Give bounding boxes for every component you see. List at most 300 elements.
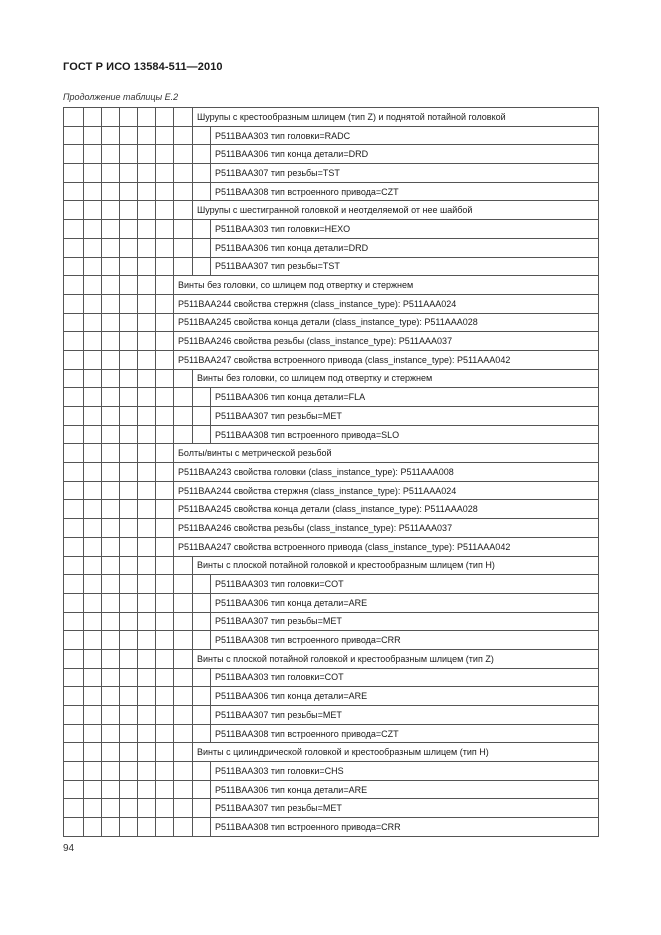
table-row <box>64 706 599 725</box>
empty-cell <box>102 575 120 594</box>
table-row <box>64 799 599 818</box>
empty-cell <box>84 612 102 631</box>
empty-cell <box>138 201 156 220</box>
table-row <box>64 631 599 650</box>
empty-cell <box>156 818 174 837</box>
empty-cell <box>156 668 174 687</box>
table-row <box>64 519 599 538</box>
empty-cell <box>174 108 193 127</box>
empty-cell <box>120 631 138 650</box>
empty-cell <box>156 593 174 612</box>
empty-cell <box>156 463 174 482</box>
empty-cell <box>120 519 138 538</box>
empty-cell <box>138 593 156 612</box>
table-row <box>64 724 599 743</box>
empty-cell <box>102 687 120 706</box>
empty-cell <box>120 126 138 145</box>
empty-cell <box>64 463 84 482</box>
empty-cell <box>174 126 193 145</box>
empty-cell <box>64 500 84 519</box>
empty-cell <box>84 593 102 612</box>
empty-cell <box>64 818 84 837</box>
empty-cell <box>174 407 193 426</box>
empty-cell <box>156 780 174 799</box>
empty-cell <box>156 612 174 631</box>
class-description-cell: Винты без головки, со шлицем под отвертку и стержнем <box>193 369 599 388</box>
class-description-cell: P511BAA244 свойства стержня (class_instance_type): P511AAA024 <box>174 294 599 313</box>
empty-cell <box>84 350 102 369</box>
hierarchy-table <box>63 107 599 837</box>
empty-cell <box>174 818 193 837</box>
empty-cell <box>120 481 138 500</box>
empty-cell <box>120 220 138 239</box>
empty-cell <box>64 575 84 594</box>
empty-cell <box>64 425 84 444</box>
empty-cell <box>138 108 156 127</box>
empty-cell <box>64 313 84 332</box>
class-description-cell: Винты с плоской потайной головкой и крестообразным шлицем (тип Z) <box>193 649 599 668</box>
empty-cell <box>102 220 120 239</box>
empty-cell <box>64 799 84 818</box>
empty-cell <box>174 649 193 668</box>
empty-cell <box>138 313 156 332</box>
empty-cell <box>120 294 138 313</box>
empty-cell <box>102 724 120 743</box>
empty-cell <box>138 350 156 369</box>
empty-cell <box>84 257 102 276</box>
empty-cell <box>156 220 174 239</box>
empty-cell <box>64 164 84 183</box>
empty-cell <box>120 332 138 351</box>
table-row <box>64 350 599 369</box>
empty-cell <box>84 313 102 332</box>
empty-cell <box>138 612 156 631</box>
empty-cell <box>120 724 138 743</box>
empty-cell <box>193 220 211 239</box>
property-value-cell: P511BAA307 тип резьбы=TST <box>211 164 599 183</box>
empty-cell <box>193 799 211 818</box>
empty-cell <box>193 724 211 743</box>
empty-cell <box>138 818 156 837</box>
empty-cell <box>138 762 156 781</box>
empty-cell <box>120 593 138 612</box>
table-row <box>64 687 599 706</box>
empty-cell <box>120 350 138 369</box>
empty-cell <box>84 631 102 650</box>
empty-cell <box>156 743 174 762</box>
empty-cell <box>64 220 84 239</box>
table-row <box>64 463 599 482</box>
empty-cell <box>64 257 84 276</box>
table-row <box>64 762 599 781</box>
empty-cell <box>64 706 84 725</box>
empty-cell <box>120 257 138 276</box>
empty-cell <box>138 425 156 444</box>
empty-cell <box>138 407 156 426</box>
empty-cell <box>84 201 102 220</box>
empty-cell <box>64 724 84 743</box>
property-value-cell: P511BAA307 тип резьбы=MET <box>211 612 599 631</box>
empty-cell <box>156 369 174 388</box>
empty-cell <box>174 257 193 276</box>
empty-cell <box>64 145 84 164</box>
empty-cell <box>84 276 102 295</box>
empty-cell <box>193 593 211 612</box>
empty-cell <box>84 687 102 706</box>
empty-cell <box>120 762 138 781</box>
empty-cell <box>64 556 84 575</box>
empty-cell <box>156 313 174 332</box>
empty-cell <box>102 313 120 332</box>
empty-cell <box>120 706 138 725</box>
empty-cell <box>193 687 211 706</box>
empty-cell <box>138 220 156 239</box>
empty-cell <box>156 294 174 313</box>
empty-cell <box>156 201 174 220</box>
empty-cell <box>193 407 211 426</box>
empty-cell <box>193 762 211 781</box>
table-row <box>64 182 599 201</box>
empty-cell <box>64 388 84 407</box>
empty-cell <box>120 780 138 799</box>
empty-cell <box>120 145 138 164</box>
empty-cell <box>156 238 174 257</box>
table-row <box>64 220 599 239</box>
empty-cell <box>193 631 211 650</box>
empty-cell <box>84 519 102 538</box>
empty-cell <box>120 369 138 388</box>
empty-cell <box>102 201 120 220</box>
empty-cell <box>120 799 138 818</box>
empty-cell <box>84 762 102 781</box>
empty-cell <box>156 126 174 145</box>
empty-cell <box>174 612 193 631</box>
table-row <box>64 537 599 556</box>
empty-cell <box>156 631 174 650</box>
property-value-cell: P511BAA306 тип конца детали=FLA <box>211 388 599 407</box>
empty-cell <box>102 407 120 426</box>
property-value-cell: P511BAA307 тип резьбы=MET <box>211 706 599 725</box>
empty-cell <box>102 164 120 183</box>
empty-cell <box>64 519 84 538</box>
empty-cell <box>174 631 193 650</box>
empty-cell <box>193 257 211 276</box>
empty-cell <box>84 743 102 762</box>
empty-cell <box>138 276 156 295</box>
empty-cell <box>64 593 84 612</box>
empty-cell <box>102 350 120 369</box>
empty-cell <box>102 425 120 444</box>
empty-cell <box>102 631 120 650</box>
empty-cell <box>120 818 138 837</box>
empty-cell <box>102 612 120 631</box>
empty-cell <box>102 780 120 799</box>
empty-cell <box>120 182 138 201</box>
table-row <box>64 575 599 594</box>
empty-cell <box>156 537 174 556</box>
table-row <box>64 145 599 164</box>
empty-cell <box>138 687 156 706</box>
empty-cell <box>156 332 174 351</box>
empty-cell <box>138 164 156 183</box>
empty-cell <box>193 425 211 444</box>
empty-cell <box>174 201 193 220</box>
table-row <box>64 649 599 668</box>
property-value-cell: P511BAA306 тип конца детали=ARE <box>211 593 599 612</box>
table-row <box>64 126 599 145</box>
class-description-cell: Винты с плоской потайной головкой и крестообразным шлицем (тип H) <box>193 556 599 575</box>
empty-cell <box>138 332 156 351</box>
empty-cell <box>64 294 84 313</box>
empty-cell <box>120 537 138 556</box>
empty-cell <box>64 631 84 650</box>
empty-cell <box>156 108 174 127</box>
empty-cell <box>138 444 156 463</box>
empty-cell <box>156 687 174 706</box>
empty-cell <box>156 425 174 444</box>
property-value-cell: P511BAA308 тип встроенного привода=CRR <box>211 631 599 650</box>
empty-cell <box>102 332 120 351</box>
empty-cell <box>84 463 102 482</box>
empty-cell <box>138 500 156 519</box>
empty-cell <box>64 481 84 500</box>
empty-cell <box>120 425 138 444</box>
empty-cell <box>174 145 193 164</box>
property-value-cell: P511BAA306 тип конца детали=DRD <box>211 238 599 257</box>
property-value-cell: P511BAA307 тип резьбы=MET <box>211 407 599 426</box>
empty-cell <box>174 238 193 257</box>
empty-cell <box>102 668 120 687</box>
page-number: 94 <box>63 843 75 854</box>
empty-cell <box>138 519 156 538</box>
empty-cell <box>193 612 211 631</box>
empty-cell <box>102 649 120 668</box>
empty-cell <box>102 108 120 127</box>
empty-cell <box>138 463 156 482</box>
empty-cell <box>120 407 138 426</box>
empty-cell <box>174 724 193 743</box>
empty-cell <box>64 668 84 687</box>
empty-cell <box>102 481 120 500</box>
empty-cell <box>156 500 174 519</box>
class-description-cell: P511BAA245 свойства конца детали (class_instance_type): P511AAA028 <box>174 500 599 519</box>
empty-cell <box>120 668 138 687</box>
empty-cell <box>64 108 84 127</box>
table-row <box>64 668 599 687</box>
table-row <box>64 444 599 463</box>
empty-cell <box>174 743 193 762</box>
table-row <box>64 369 599 388</box>
empty-cell <box>138 182 156 201</box>
empty-cell <box>84 668 102 687</box>
empty-cell <box>84 724 102 743</box>
empty-cell <box>120 313 138 332</box>
empty-cell <box>84 537 102 556</box>
empty-cell <box>102 799 120 818</box>
empty-cell <box>102 818 120 837</box>
empty-cell <box>84 444 102 463</box>
empty-cell <box>64 126 84 145</box>
empty-cell <box>174 668 193 687</box>
empty-cell <box>138 631 156 650</box>
table-row <box>64 238 599 257</box>
empty-cell <box>84 126 102 145</box>
table-row <box>64 164 599 183</box>
empty-cell <box>138 145 156 164</box>
empty-cell <box>138 649 156 668</box>
empty-cell <box>120 575 138 594</box>
empty-cell <box>138 706 156 725</box>
table-row <box>64 407 599 426</box>
empty-cell <box>64 612 84 631</box>
empty-cell <box>64 743 84 762</box>
empty-cell <box>138 369 156 388</box>
empty-cell <box>64 332 84 351</box>
empty-cell <box>102 500 120 519</box>
empty-cell <box>84 575 102 594</box>
empty-cell <box>138 126 156 145</box>
empty-cell <box>193 164 211 183</box>
empty-cell <box>193 780 211 799</box>
property-value-cell: P511BAA308 тип встроенного привода=CZT <box>211 724 599 743</box>
table-row <box>64 201 599 220</box>
property-value-cell: P511BAA306 тип конца детали=ARE <box>211 780 599 799</box>
empty-cell <box>156 519 174 538</box>
property-value-cell: P511BAA308 тип встроенного привода=SLO <box>211 425 599 444</box>
empty-cell <box>64 444 84 463</box>
empty-cell <box>120 276 138 295</box>
empty-cell <box>156 276 174 295</box>
class-description-cell: P511BAA244 свойства стержня (class_instance_type): P511AAA024 <box>174 481 599 500</box>
empty-cell <box>120 649 138 668</box>
empty-cell <box>193 818 211 837</box>
empty-cell <box>64 649 84 668</box>
empty-cell <box>174 687 193 706</box>
empty-cell <box>156 444 174 463</box>
empty-cell <box>174 369 193 388</box>
empty-cell <box>138 257 156 276</box>
empty-cell <box>84 799 102 818</box>
empty-cell <box>156 556 174 575</box>
empty-cell <box>193 126 211 145</box>
empty-cell <box>84 369 102 388</box>
empty-cell <box>120 556 138 575</box>
empty-cell <box>84 425 102 444</box>
empty-cell <box>84 407 102 426</box>
table-row <box>64 481 599 500</box>
empty-cell <box>156 257 174 276</box>
property-value-cell: P511BAA306 тип конца детали=DRD <box>211 145 599 164</box>
empty-cell <box>138 537 156 556</box>
class-description-cell: P511BAA247 свойства встроенного привода (class_instance_type): P511AAA042 <box>174 350 599 369</box>
empty-cell <box>102 762 120 781</box>
empty-cell <box>64 276 84 295</box>
empty-cell <box>84 238 102 257</box>
empty-cell <box>102 145 120 164</box>
empty-cell <box>64 537 84 556</box>
empty-cell <box>138 388 156 407</box>
empty-cell <box>138 743 156 762</box>
empty-cell <box>102 519 120 538</box>
empty-cell <box>174 593 193 612</box>
property-value-cell: P511BAA303 тип головки=RADC <box>211 126 599 145</box>
empty-cell <box>84 649 102 668</box>
empty-cell <box>156 481 174 500</box>
class-description-cell: Шурупы с шестигранной головкой и неотделяемой от нее шайбой <box>193 201 599 220</box>
empty-cell <box>156 407 174 426</box>
empty-cell <box>84 481 102 500</box>
empty-cell <box>156 164 174 183</box>
empty-cell <box>174 706 193 725</box>
empty-cell <box>64 238 84 257</box>
empty-cell <box>102 537 120 556</box>
empty-cell <box>138 294 156 313</box>
empty-cell <box>102 238 120 257</box>
empty-cell <box>84 388 102 407</box>
class-description-cell: Болты/винты с метрической резьбой <box>174 444 599 463</box>
empty-cell <box>156 350 174 369</box>
empty-cell <box>156 762 174 781</box>
empty-cell <box>193 575 211 594</box>
empty-cell <box>84 556 102 575</box>
empty-cell <box>193 668 211 687</box>
table-row <box>64 294 599 313</box>
empty-cell <box>156 575 174 594</box>
empty-cell <box>84 706 102 725</box>
empty-cell <box>84 145 102 164</box>
empty-cell <box>64 407 84 426</box>
table-body <box>64 108 599 837</box>
empty-cell <box>193 706 211 725</box>
table-row <box>64 425 599 444</box>
empty-cell <box>64 687 84 706</box>
empty-cell <box>102 126 120 145</box>
empty-cell <box>64 762 84 781</box>
empty-cell <box>84 220 102 239</box>
empty-cell <box>193 388 211 407</box>
class-description-cell: Винты с цилиндрической головкой и крестообразным шлицем (тип H) <box>193 743 599 762</box>
empty-cell <box>64 780 84 799</box>
table-row <box>64 818 599 837</box>
property-value-cell: P511BAA306 тип конца детали=ARE <box>211 687 599 706</box>
table-caption: Продолжение таблицы Е.2 <box>63 92 179 102</box>
empty-cell <box>174 388 193 407</box>
table-row <box>64 780 599 799</box>
empty-cell <box>138 238 156 257</box>
empty-cell <box>174 780 193 799</box>
empty-cell <box>64 201 84 220</box>
empty-cell <box>120 108 138 127</box>
empty-cell <box>193 145 211 164</box>
table-row <box>64 313 599 332</box>
empty-cell <box>138 668 156 687</box>
empty-cell <box>174 799 193 818</box>
empty-cell <box>174 762 193 781</box>
table-row <box>64 500 599 519</box>
document-header: ГОСТ Р ИСО 13584-511—2010 <box>63 61 223 73</box>
empty-cell <box>156 145 174 164</box>
property-value-cell: P511BAA308 тип встроенного привода=CRR <box>211 818 599 837</box>
empty-cell <box>102 743 120 762</box>
empty-cell <box>102 444 120 463</box>
empty-cell <box>102 182 120 201</box>
empty-cell <box>84 780 102 799</box>
table-row <box>64 556 599 575</box>
property-value-cell: P511BAA303 тип головки=COT <box>211 575 599 594</box>
empty-cell <box>102 276 120 295</box>
empty-cell <box>64 182 84 201</box>
empty-cell <box>84 332 102 351</box>
